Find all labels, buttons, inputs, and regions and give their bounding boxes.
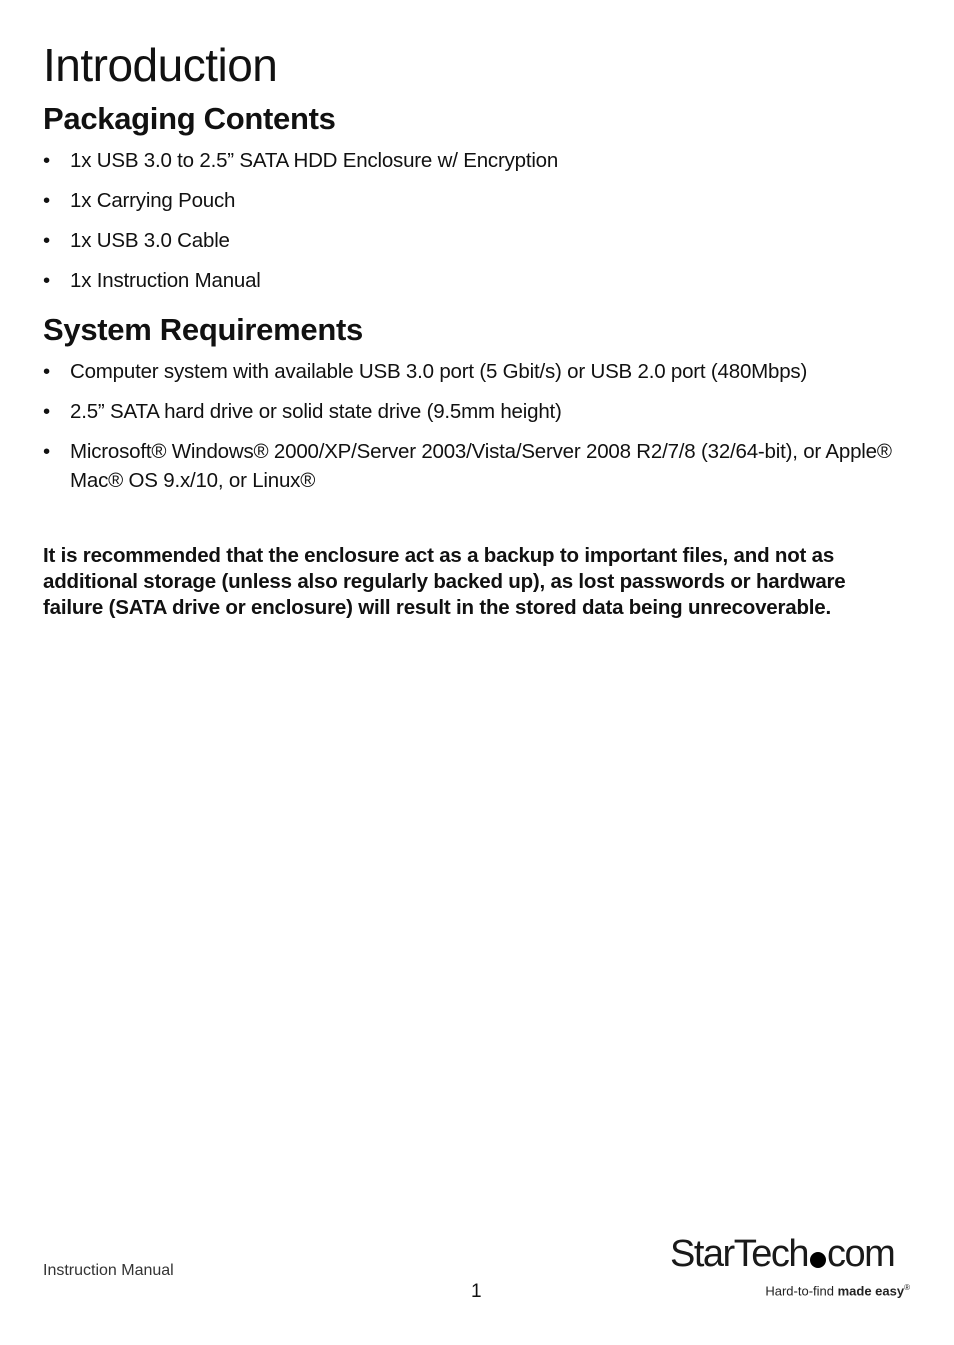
bullet-icon: •	[43, 149, 50, 172]
backup-recommendation-note: It is recommended that the enclosure act as a backup to important files, and not as additional storage (unless also regularly backed up), as lost passwords or hardware failure (SATA drive or enclosure) will result in the stored data being unrecoverable.	[43, 544, 846, 619]
section-heading-packaging-contents: Packaging Contents	[43, 101, 336, 136]
system-requirements-list	[43, 357, 913, 495]
logo-wordmark: StarTech com	[670, 1233, 895, 1275]
list-item: • 1x Carrying Pouch	[43, 186, 913, 215]
bullet-icon: •	[43, 400, 50, 423]
section-heading-system-requirements: System Requirements	[43, 312, 363, 347]
logo-dot-icon	[810, 1252, 826, 1268]
logo-tagline: Hard-to-find made easy®	[765, 1283, 910, 1299]
page-number: 1	[471, 1281, 482, 1302]
list-item: • 2.5” SATA hard drive or solid state drive (9.5mm height)	[43, 397, 913, 426]
list-item: • Microsoft® Windows® 2000/XP/Server 2003/Vista/Server 2008 R2/7/8 (32/64-bit), or Apple® Mac® OS 9.x/10, or Linux®	[43, 437, 913, 495]
bullet-icon: •	[43, 440, 50, 463]
startech-logo	[670, 1232, 910, 1304]
bullet-icon: •	[43, 229, 50, 252]
footer-doc-label: Instruction Manual	[43, 1262, 174, 1279]
bullet-icon: •	[43, 189, 50, 212]
packaging-contents-list	[43, 146, 913, 295]
bullet-icon: •	[43, 360, 50, 383]
page-title: Introduction	[43, 39, 278, 91]
list-item: • 1x Instruction Manual	[43, 266, 913, 295]
bullet-icon: •	[43, 269, 50, 292]
list-item: • Computer system with available USB 3.0 port (5 Gbit/s) or USB 2.0 port (480Mbps)	[43, 357, 913, 386]
list-item: • 1x USB 3.0 Cable	[43, 226, 913, 255]
list-item: • 1x USB 3.0 to 2.5” SATA HDD Enclosure w/ Encryption	[43, 146, 913, 175]
